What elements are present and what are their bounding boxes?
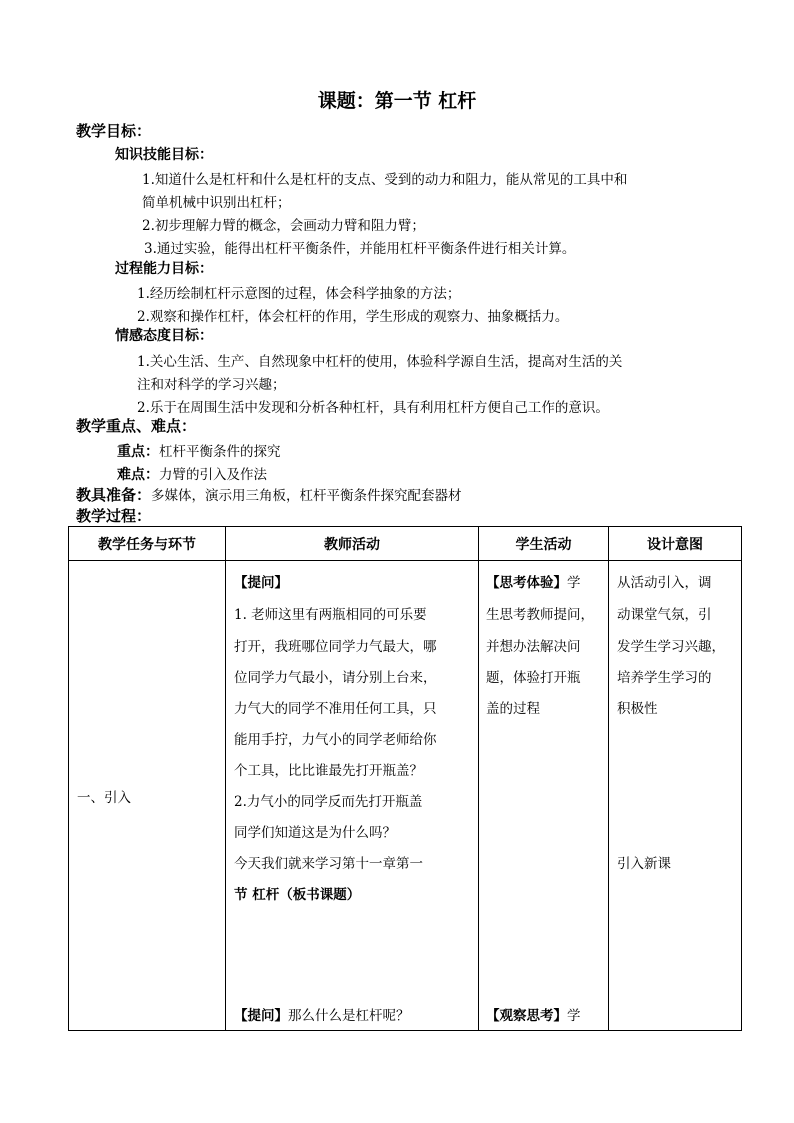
design-note: 引入新课	[617, 856, 671, 872]
teacher-line-8: 同学们知道这是为什么吗？	[234, 825, 396, 841]
key-point-row	[117, 440, 281, 461]
header-task: 教学任务与环节	[69, 527, 226, 561]
teacher-question-2-text: 那么什么是杠杆呢？	[288, 1008, 410, 1024]
design-line-5: 积极性	[617, 701, 658, 717]
teacher-line-7: 2.力气小的同学反而先打开瓶盖	[234, 794, 423, 810]
teacher-line-3: 位同学力气最小，请分别上台来，	[234, 670, 437, 686]
student-first-line	[486, 571, 581, 591]
design-line-3: 发学生学习兴趣，	[617, 639, 725, 655]
student-tag-think: 【思考体验】	[486, 575, 567, 591]
header-design: 设计意图	[609, 527, 742, 561]
design-line-1: 从活动引入，调	[617, 575, 712, 591]
table-row	[69, 561, 742, 1031]
design-line-4: 培养学生学习的	[617, 670, 712, 686]
task-text: 一、引入	[77, 790, 131, 806]
teacher-line-4: 力气大的同学不准用任何工具，只	[234, 701, 437, 717]
process-heading: 过程能力目标：	[115, 261, 213, 277]
objectives-heading: 教学目标：	[76, 122, 152, 140]
knowledge-line-4: 3.通过实验，能得出杠杆平衡条件，并能用杠杆平衡条件进行相关计算。	[144, 241, 576, 257]
teacher-cell	[226, 561, 479, 1031]
knowledge-line-1: 1.知道什么是杠杆和什么是杠杆的支点、受到的动力和阻力，能从常见的工具中和	[142, 172, 628, 188]
table-header-row	[69, 527, 742, 561]
teacher-line-9: 今天我们就来学习第十一章第一	[234, 856, 423, 872]
student-cell	[479, 561, 609, 1031]
difficult-point-label: 难点：	[117, 467, 159, 483]
student-tail-2: 学	[567, 1008, 581, 1024]
process-line-2: 2.观察和操作杠杆，体会杠杆的作用，学生形成的观察力、抽象概括力。	[137, 309, 569, 325]
difficult-point-text: 力臂的引入及作法	[159, 467, 267, 483]
teacher-line-6: 个工具，比比谁最先打开瓶盖？	[234, 763, 423, 779]
attitude-line-3: 2.乐于在周围生活中发现和分析各种杠杆，具有利用杠杆方便自己工作的意识。	[137, 400, 609, 416]
key-point-text: 杠杆平衡条件的探究	[159, 444, 281, 460]
teacher-line-2: 打开，我班哪位同学力气最大，哪	[234, 639, 437, 655]
teaching-process-table	[68, 526, 742, 1031]
keypoints-heading: 教学重点、难点：	[76, 417, 197, 435]
student-first-tail: 学	[567, 575, 581, 591]
attitude-line-1: 1.关心生活、生产、自然现象中杠杆的使用，体验科学源自生活，提高对生活的关	[137, 354, 623, 370]
header-teacher: 教师活动	[226, 527, 479, 561]
teacher-bold-line: 节 杠杆（板书课题）	[234, 887, 361, 903]
process-section-heading: 教学过程：	[76, 507, 152, 525]
teacher-line-5: 能用手拧，力气小的同学老师给你	[234, 732, 437, 748]
student-line-4: 盖的过程	[486, 701, 540, 717]
student-line-2: 并想办法解决问	[486, 639, 581, 655]
teacher-tag-question: 【提问】	[234, 575, 288, 591]
attitude-line-2: 注和对科学的学习兴趣；	[137, 377, 286, 393]
student-tag-observe: 【观察思考】	[486, 1008, 567, 1024]
design-line-2: 动课堂气氛，引	[617, 607, 712, 623]
materials-row	[76, 484, 462, 505]
attitude-heading: 情感态度目标：	[115, 328, 213, 344]
knowledge-line-2: 简单机械中识别出杠杆；	[142, 195, 291, 211]
student-line-1: 生思考教师提问，	[486, 607, 594, 623]
knowledge-heading: 知识技能目标：	[115, 147, 213, 163]
key-point-label: 重点：	[117, 444, 159, 460]
teacher-line-1: 1. 老师这里有两瓶相同的可乐要	[234, 607, 427, 623]
difficult-point-row	[117, 463, 267, 484]
process-line-1: 1.经历绘制杠杆示意图的过程，体会科学抽象的方法；	[137, 286, 461, 302]
design-cell	[609, 561, 742, 1031]
teacher-tag-question-2: 【提问】	[234, 1008, 288, 1024]
materials-text: 多媒体，演示用三角板，杠杆平衡条件探究配套器材	[151, 488, 462, 504]
header-student: 学生活动	[479, 527, 609, 561]
student-last-line	[486, 1004, 581, 1024]
materials-label: 教具准备：	[76, 486, 152, 504]
task-cell	[69, 561, 226, 1031]
knowledge-line-3: 2.初步理解力臂的概念，会画动力臂和阻力臂；	[142, 218, 425, 234]
teacher-question-2	[234, 1004, 410, 1024]
page-title: 课题：第一节 杠杆	[317, 90, 477, 112]
student-line-3: 题，体验打开瓶	[486, 670, 581, 686]
